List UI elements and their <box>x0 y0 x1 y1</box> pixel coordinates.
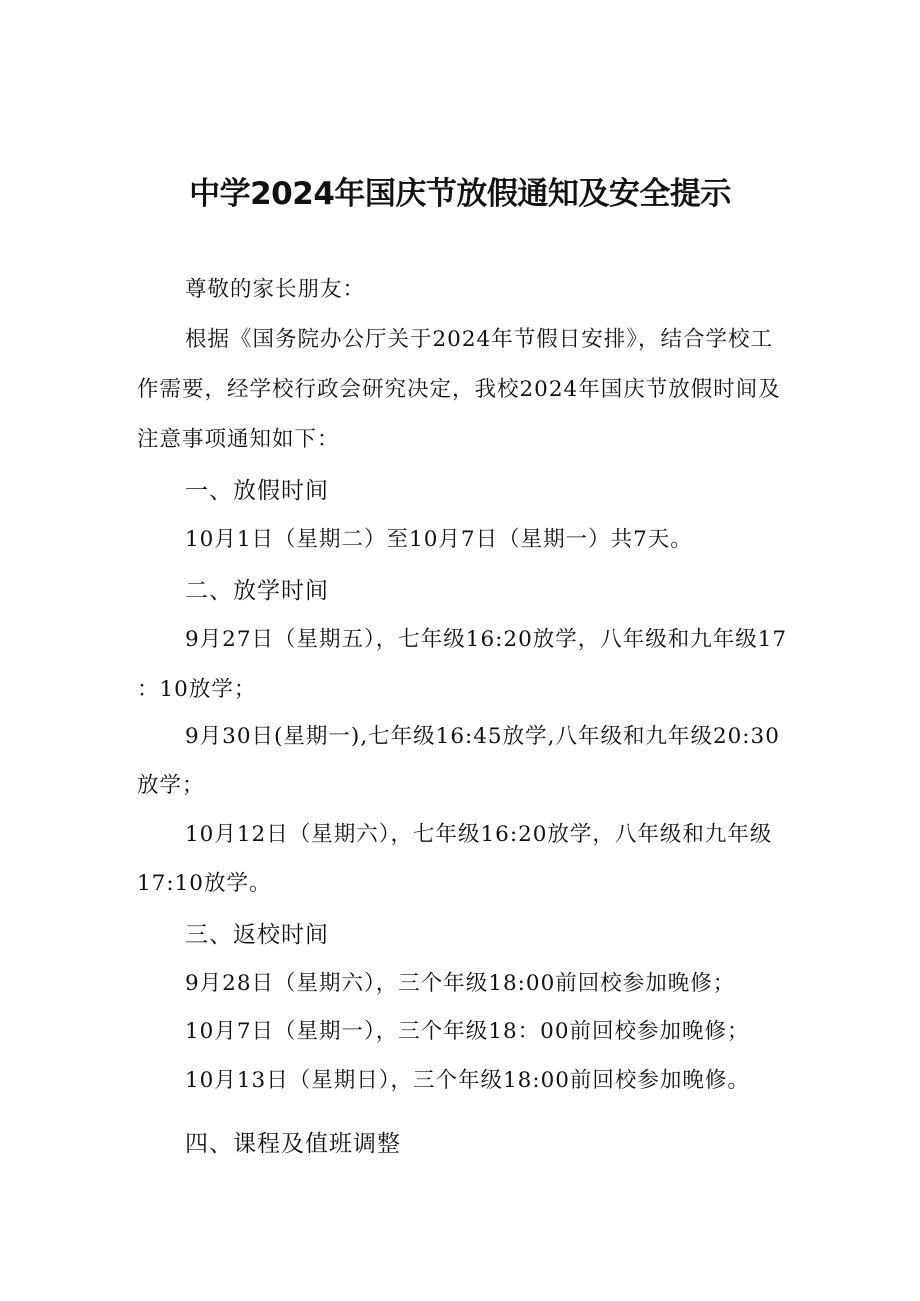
section-2-heading: 二、放学时间 <box>185 578 329 604</box>
dismissal-sep27-line-1: 9月27日（星期五），七年级16:20放学，八年级和九年级17 <box>185 627 788 652</box>
holiday-period-text: 10月1日（星期二）至10月7日（星期一）共7天。 <box>185 527 693 552</box>
greeting: 尊敬的家长朋友： <box>185 277 366 302</box>
document-title: 中学2024年国庆节放假通知及安全提示 <box>189 176 731 212</box>
dismissal-oct12-line-1: 10月12日（星期六），七年级16:20放学，八年级和九年级 <box>185 822 773 847</box>
dismissal-sep30-line-2: 放学； <box>137 773 205 798</box>
return-oct7-text: 10月7日（星期一），三个年级18：00前回校参加晚修； <box>185 1019 750 1044</box>
section-4-heading: 四、课程及值班调整 <box>185 1131 401 1157</box>
return-oct13-text: 10月13日（星期日），三个年级18:00前回校参加晚修。 <box>185 1068 750 1093</box>
section-1-heading: 一、放假时间 <box>185 478 329 504</box>
section-3-heading: 三、返校时间 <box>185 922 329 948</box>
return-sep28-text: 9月28日（星期六），三个年级18:00前回校参加晚修； <box>185 971 736 996</box>
dismissal-sep27-line-2: ：10放学； <box>137 677 257 702</box>
intro-line-3: 注意事项通知如下： <box>137 427 340 452</box>
intro-line-2: 作需要，经学校行政会研究决定，我校2024年国庆节放假时间及 <box>137 377 781 402</box>
intro-line-1: 根据《国务院办公厅关于2024年节假日安排》，结合学校工 <box>185 327 773 352</box>
dismissal-oct12-line-2: 17:10放学。 <box>137 871 272 896</box>
dismissal-sep30-line-1: 9月30日(星期一),七年级16:45放学,八年级和九年级20:30 <box>185 724 780 749</box>
